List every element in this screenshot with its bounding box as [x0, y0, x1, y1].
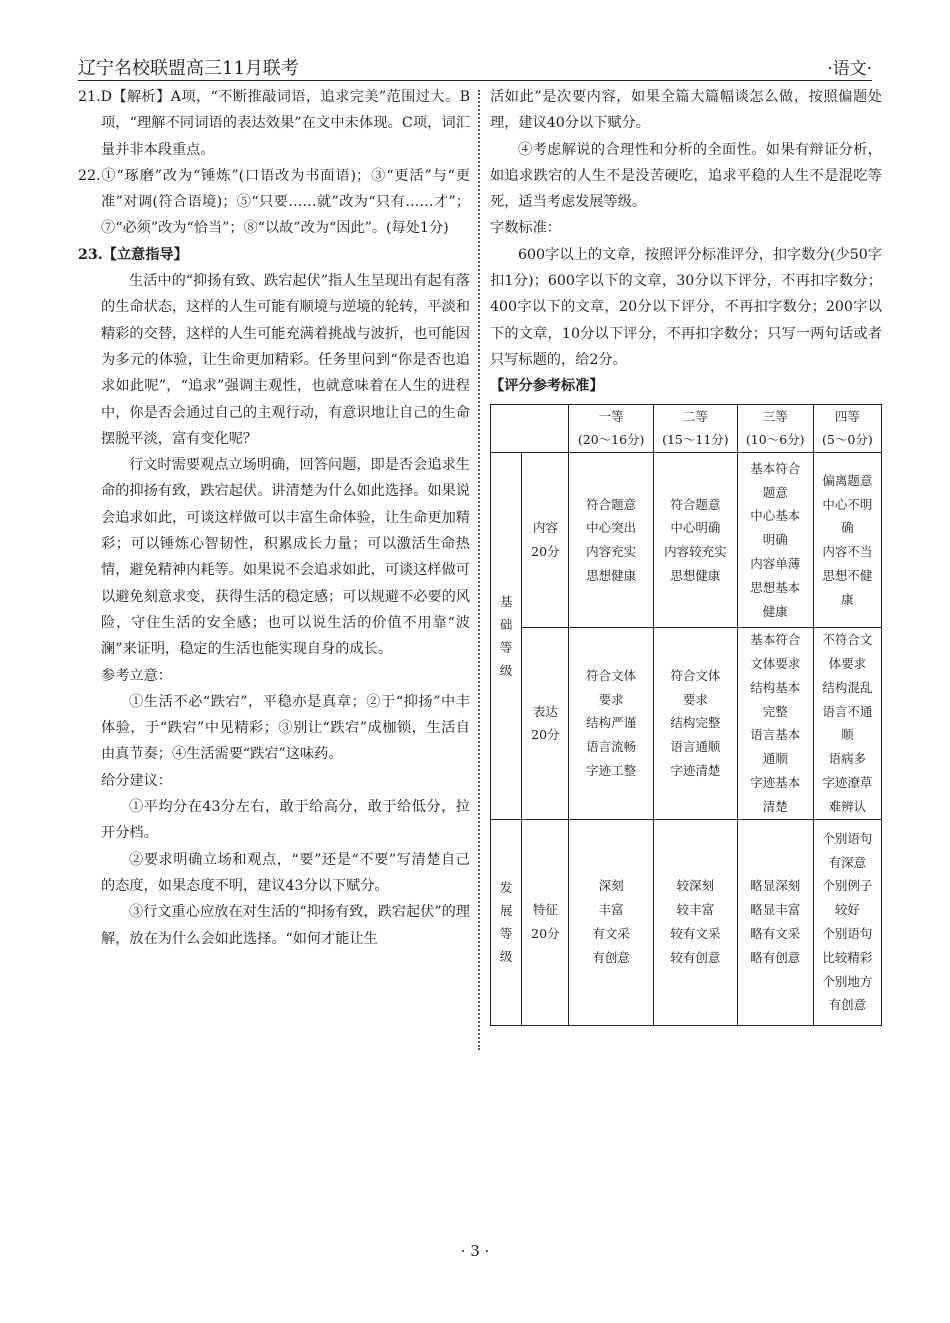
- advice-1: ①平均分在43分左右，敢于给高分，敢于给低分，拉开分档。: [101, 799, 470, 842]
- page-number: · 3 ·: [460, 1242, 490, 1260]
- features-grade-2: 较深刻 较丰富 较有文采 较有创意: [654, 819, 738, 1025]
- q23-para-2: 行文时需要观点立场明确，回答问题，即是否会追求生命的抑扬有致，跌宕起伏。讲清楚为什么如此选择。如果说会追求如此，可谈这样做可以丰富生命体验，让生命更加精彩；可以锤炼心智韧性，积累成长力量；可以激活生命热情，避免精神内耗等。如果说不会追求如此，可谈这样做可以避免刻意求变，获得生活的稳定感；可以规避不必要的风险，守住生活的安全感；也可以说生活的价值不用靠“波澜”来证明，稳定的生活也能实现自身的成长。: [101, 457, 470, 658]
- content-grade-2: 符合题意 中心明确 内容较充实 思想健康: [654, 453, 738, 628]
- page-header: [78, 52, 872, 81]
- expression-grade-1: 符合文体 要求 结构严谨 语言流畅 字迹工整: [569, 628, 654, 819]
- grade-1-header: 一等 (20～16分): [569, 404, 654, 453]
- word-count-rules: 600字以上的文章，按照评分标准评分，扣字数分(少50字扣1分)；600字以下的文章，30分以下评分，不再扣字数分；400字以下的文章，20分以下评分，不再扣字数分；200字以下的文章，10分以下评分，不再扣字数分；只写一两句话或者只写标题的，给2分。: [490, 246, 882, 368]
- grade-2-header: 二等 (15～11分): [654, 404, 738, 453]
- left-column: [78, 84, 470, 952]
- corner-cell: [491, 404, 569, 453]
- expression-grade-3: 基本符合 文体要求 结构基本 完整 语言基本 通顺 字迹基本 清楚: [737, 628, 813, 819]
- exam-title: 辽宁名校联盟高三11月联考: [78, 58, 299, 79]
- column-divider: [478, 90, 480, 1050]
- q23-heading: 23.【立意指导】: [78, 246, 188, 263]
- features-grade-1: 深刻 丰富 有文采 有创意: [569, 819, 654, 1025]
- expression-grade-4: 不符合文 体要求 结构混乱 语言不通 顺 语病多 字迹潦草 难辨认: [813, 628, 881, 819]
- grade-3-header: 三等 (10～6分): [737, 404, 813, 453]
- development-level-label: 发展等级: [491, 819, 522, 1025]
- features-grade-3: 略显深刻 略显丰富 略有文采 略有创意: [737, 819, 813, 1025]
- rubric-table: [490, 404, 882, 1026]
- q23-para-1: 生活中的“抑扬有致、跌宕起伏”指人生呈现出有起有落的生命状态，这样的人生可能有顺境与逆境的轮转，平淡和精彩的交替，这样的人生可能充满着挑战与波折，也可能因为多元的体验，让生命更加精彩。任务里问到“你是否也追求如此呢”，“追求”强调主观性，也就意味着在人生的进程中，你是否会通过自己的主观行动，有意识地让自己的生命摆脱平淡，富有变化呢？: [101, 273, 470, 447]
- basic-level-label: 基础等级: [491, 453, 522, 819]
- scoring-advice-title: 给分建议：: [101, 772, 172, 789]
- content-grade-3: 基本符合 题意 中心基本 明确 内容单薄 思想基本 健康: [737, 453, 813, 628]
- subject-label: ·语文·: [827, 59, 872, 79]
- grade-4-header: 四等 (5～0分): [813, 404, 881, 453]
- features-label: 特征 20分: [522, 819, 569, 1025]
- expression-grade-2: 符合文体 要求 结构完整 语言通顺 字迹清楚: [654, 628, 738, 819]
- advice-3-start: ③行文重心应放在对生活的“抑扬有致，跌宕起伏”的理解，放在为什么会如此选择。“如何才能让生: [101, 904, 470, 947]
- content-row: [491, 453, 882, 628]
- content-label: 内容 20分: [522, 453, 569, 628]
- rubric-title: 【评分参考标准】: [490, 378, 604, 395]
- right-column: [490, 84, 882, 1026]
- expression-label: 表达 20分: [522, 628, 569, 819]
- features-row: [491, 819, 882, 1025]
- content-grade-4: 偏离题意 中心不明 确 内容不当 思想不健 康: [813, 453, 881, 628]
- reference-ideas: ①生活不必“跌宕”，平稳亦是真章；②于“抑扬”中丰体验，于“跌宕”中见精彩；③别让“跌宕”成枷锁，生活自由真节奏；④生活需要“跌宕”这味药。: [101, 693, 470, 763]
- advice-4: ④考虑解说的合理性和分析的全面性。如果有辩证分析，如追求跌宕的人生不是没苦硬吃，追求平稳的人生不是混吃等死，适当考虑发展等级。: [490, 141, 882, 211]
- reference-ideas-title: 参考立意：: [101, 667, 172, 684]
- advice-2: ②要求明确立场和观点，“要”还是“不要”写清楚自己的态度，如果态度不明，建议43分以下赋分。: [101, 851, 470, 894]
- grade-header-row: [491, 404, 882, 453]
- word-count-title: 字数标准：: [490, 220, 561, 237]
- q22-answer: 22.①“琢磨”改为“锤炼”(口语改为书面语)；③“更活”与“更准”对调(符合语境)；⑤“只要……就”改为“只有……才”；⑦“必须”改为“恰当”；⑧“以故”改为“因此”。(每处1分): [78, 167, 470, 237]
- q21-answer: 21.D【解析】A项，“不断推敲词语，追求完美”范围过大。B项，“理解不同词语的表达效果”在文中未体现。C项，词汇量并非本段重点。: [78, 89, 470, 158]
- content-grade-1: 符合题意 中心突出 内容充实 思想健康: [569, 453, 654, 628]
- features-grade-4: 个别语句 有深意 个别例子 较好 个别语句 比较精彩 个别地方 有创意: [813, 819, 881, 1025]
- advice-3-end: 活如此”是次要内容，如果全篇大篇幅谈怎么做，按照偏题处理，建议40分以下赋分。: [490, 89, 882, 132]
- expression-row: [491, 628, 882, 819]
